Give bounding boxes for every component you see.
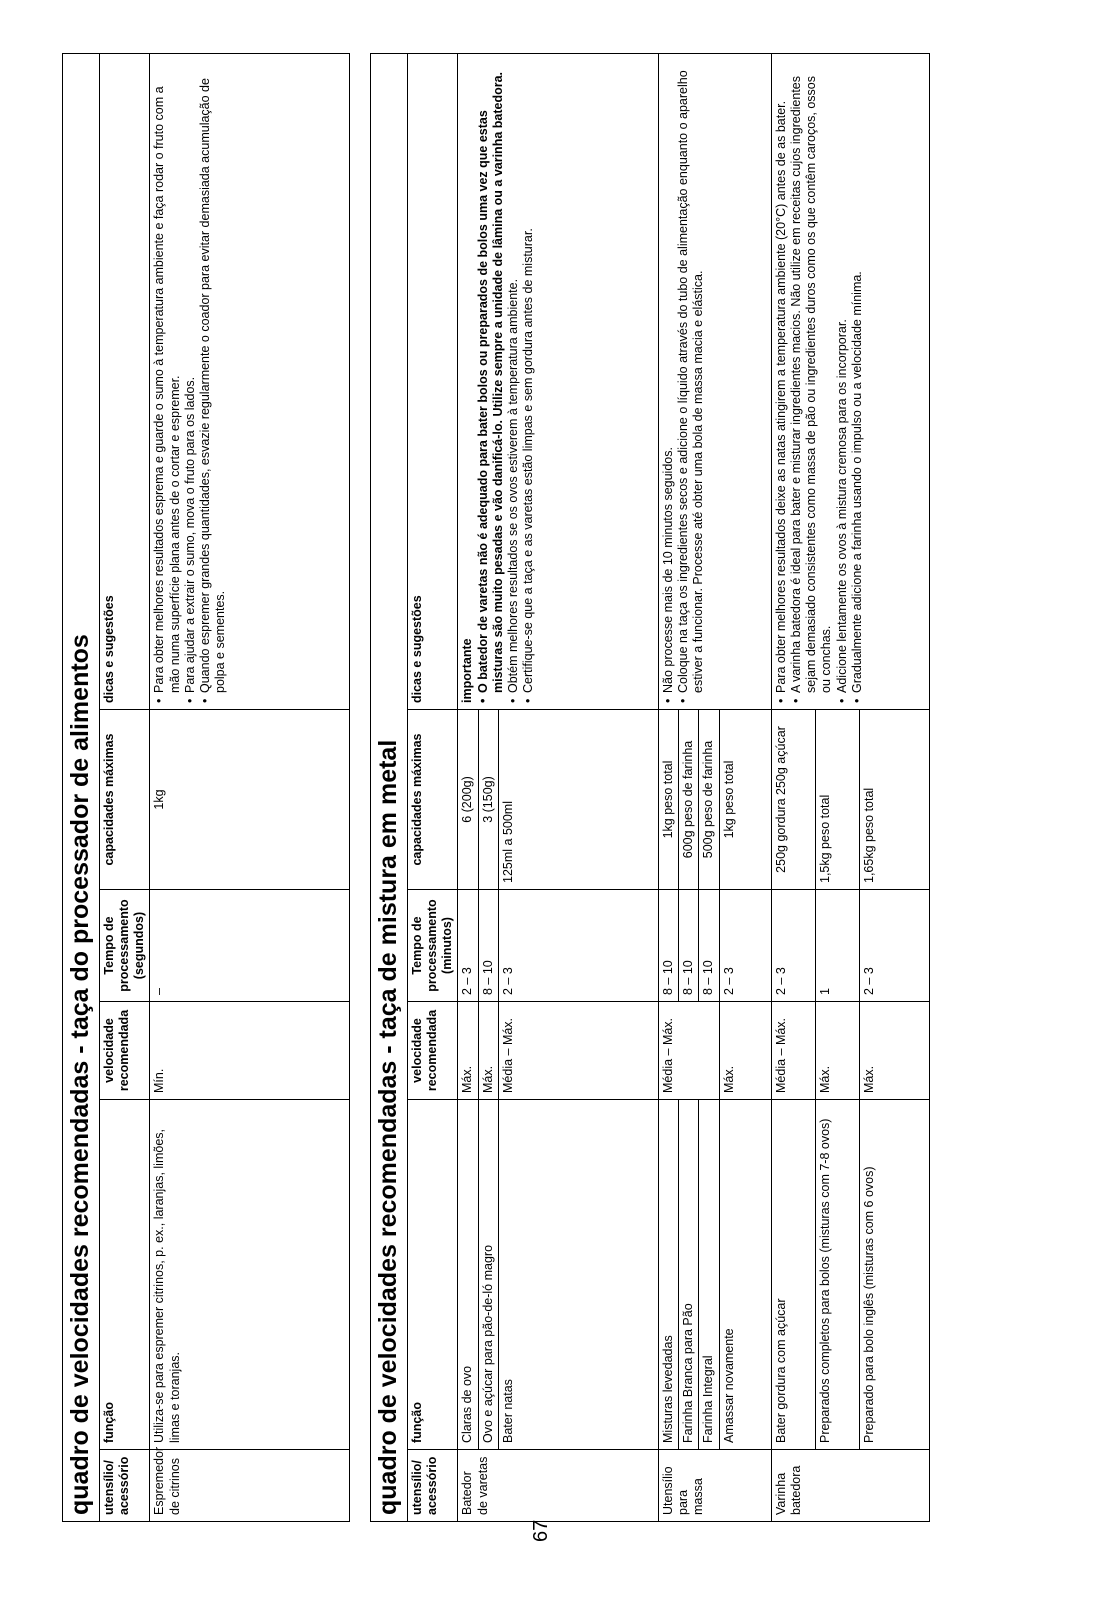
- speed-chart-food-processor: [62, 53, 350, 1522]
- cell-function: Claras de ovo: [458, 1100, 478, 1450]
- tip-item: • A varinha batedora é ideal para bater e misturar ingredientes macios. Não utilize em receitas cujos ingredientes sejam demasiado consistentes como massa de pão ou ingredientes duros como os que contêm caroços, ossos ou conchas.: [789, 60, 835, 703]
- cell-function: Preparados completos para bolos (misturas com 7-8 ovos): [815, 1100, 859, 1450]
- cell-speed: Média – Máx.: [771, 1002, 815, 1100]
- cell-speed: Média – Máx.: [658, 1002, 678, 1100]
- cell-time: 8 – 10: [658, 890, 678, 1002]
- cell-time: 8 – 10: [478, 890, 498, 1002]
- cell-tool: Batedor de varetas: [458, 1450, 659, 1522]
- cell-time: –: [150, 890, 350, 1002]
- speed-chart-mixing-bowl: [370, 53, 930, 1522]
- cell-tool: Varinha batedora: [771, 1450, 929, 1522]
- tip-item: • Para obter melhores resultados deixe as natas atingirem a temperatura ambiente (20°C) antes de as bater.: [774, 60, 789, 703]
- table-title: quadro de velocidades recomendadas - taça do processador de alimentos: [63, 53, 100, 1521]
- cell-speed: Máx.: [719, 1002, 771, 1100]
- cell-speed: Média – Máx.: [498, 1002, 658, 1100]
- table-title: quadro de velocidades recomendadas - taça de mistura em metal: [371, 53, 408, 1521]
- cell-tips: [658, 53, 771, 709]
- tip-important: • O batedor de varetas não é adequado para bater bolos ou preparados de bolos uma vez que estas misturas são muito pesadas e vão danificá-lo. Utilize sempre a unidade de lâmina ou a varinha batedora.: [476, 60, 507, 703]
- cell-tool: Utensílio para massa: [658, 1450, 771, 1522]
- cell-function: Ovo e açúcar para pão-de-ló magro: [478, 1100, 498, 1450]
- cell-speed: Máx.: [859, 1002, 929, 1100]
- tip-item: • Para obter melhores resultados esprema e guarde o sumo à temperatura ambiente e faça rodar o fruto com a mão numa superfície plana antes de o cortar e espremer.: [152, 60, 183, 703]
- tip-item: • Não processe mais de 10 minutos seguidos.: [661, 60, 676, 703]
- table-row: [658, 53, 678, 1521]
- header-tips: dicas e sugestões: [99, 53, 150, 709]
- tip-item: • Adicione lentamente os ovos à mistura cremosa para os incorporar.: [835, 60, 850, 703]
- header-function: função: [99, 1100, 150, 1450]
- cell-capacity: 250g gordura 250g açúcar: [771, 710, 815, 890]
- cell-tips: [150, 53, 350, 709]
- cell-function: Utiliza-se para espremer citrinos, p. ex., laranjas, limões, limas e toranjas.: [150, 1100, 350, 1450]
- page-number: 67: [530, 1519, 552, 1542]
- header-tips: dicas e sugestões: [407, 53, 458, 709]
- header-capacity: capacidades máximas: [99, 710, 150, 890]
- cell-function: Misturas levedadas: [658, 1100, 678, 1450]
- cell-function: Bater gordura com açúcar: [771, 1100, 815, 1450]
- cell-time: 2 – 3: [859, 890, 929, 1002]
- cell-capacity: 125ml a 500ml: [498, 710, 658, 890]
- tip-item: • Para ajudar a extrair o sumo, mova o fruto para os lados.: [183, 60, 198, 703]
- tip-item: • Certifique-se que a taça e as varetas estão limpas e sem gordura antes de misturar.: [521, 60, 536, 703]
- cell-time: 2 – 3: [498, 890, 658, 1002]
- cell-tips: [771, 53, 929, 709]
- header-capacity: capacidades máximas: [407, 710, 458, 890]
- cell-function: Farinha Branca para Pão: [679, 1100, 699, 1450]
- header-time: Tempo de processamento (minutos): [407, 890, 458, 1002]
- table-row: [150, 53, 350, 1521]
- cell-capacity: 6 (200g): [458, 710, 478, 890]
- cell-speed: Máx.: [815, 1002, 859, 1100]
- cell-speed: Máx.: [478, 1002, 498, 1100]
- header-tool: utensílio/ acessório: [407, 1450, 458, 1522]
- cell-function: Bater natas: [498, 1100, 658, 1450]
- cell-tips: [458, 53, 659, 709]
- cell-time: 8 – 10: [699, 890, 719, 1002]
- cell-capacity: 600g peso de farinha: [679, 710, 699, 890]
- cell-time: 1: [815, 890, 859, 1002]
- cell-function: Farinha Integral: [699, 1100, 719, 1450]
- cell-speed: Mín.: [150, 1002, 350, 1100]
- tip-item: • Obtém melhores resultados se os ovos estiverem à temperatura ambiente.: [506, 60, 521, 703]
- header-tool: utensílio/ acessório: [99, 1450, 150, 1522]
- cell-capacity: 1,65kg peso total: [859, 710, 929, 890]
- cell-capacity: 1,5kg peso total: [815, 710, 859, 890]
- cell-capacity: 1kg: [150, 710, 350, 890]
- cell-time: 8 – 10: [679, 890, 699, 1002]
- cell-tool: Espremedor de citrinos: [150, 1450, 350, 1522]
- cell-capacity: 3 (150g): [478, 710, 498, 890]
- header-time: Tempo de processamento (segundos): [99, 890, 150, 1002]
- tip-item: • Coloque na taça os ingredientes secos e adicione o líquido através do tubo de alimentação enquanto o aparelho estiver a funcionar. Processe até obter uma bola de massa macia e elástica.: [676, 60, 707, 703]
- tips-heading: importante: [460, 638, 475, 703]
- tip-item: • Gradualmente adicione a farinha usando o impulso ou a velocidade mínima.: [850, 60, 865, 703]
- cell-function: Amassar novamente: [719, 1100, 771, 1450]
- tip-item: • Quando espremer grandes quantidades, esvazie regularmente o coador para evitar demasiada acumulação de polpa e sementes.: [198, 60, 229, 703]
- cell-speed: [699, 1002, 719, 1100]
- header-speed: velocidade recomendada: [407, 1002, 458, 1100]
- cell-function: Preparado para bolo inglês (misturas com 6 ovos): [859, 1100, 929, 1450]
- cell-time: 2 – 3: [771, 890, 815, 1002]
- cell-capacity: 500g peso de farinha: [699, 710, 719, 890]
- table-row: [771, 53, 815, 1521]
- cell-capacity: 1kg peso total: [719, 710, 771, 890]
- cell-time: 2 – 3: [458, 890, 478, 1002]
- cell-capacity: 1kg peso total: [658, 710, 678, 890]
- cell-speed: [679, 1002, 699, 1100]
- table-row: [458, 53, 478, 1521]
- header-function: função: [407, 1100, 458, 1450]
- cell-speed: Máx.: [458, 1002, 478, 1100]
- cell-time: 2 – 3: [719, 890, 771, 1002]
- header-speed: velocidade recomendada: [99, 1002, 150, 1100]
